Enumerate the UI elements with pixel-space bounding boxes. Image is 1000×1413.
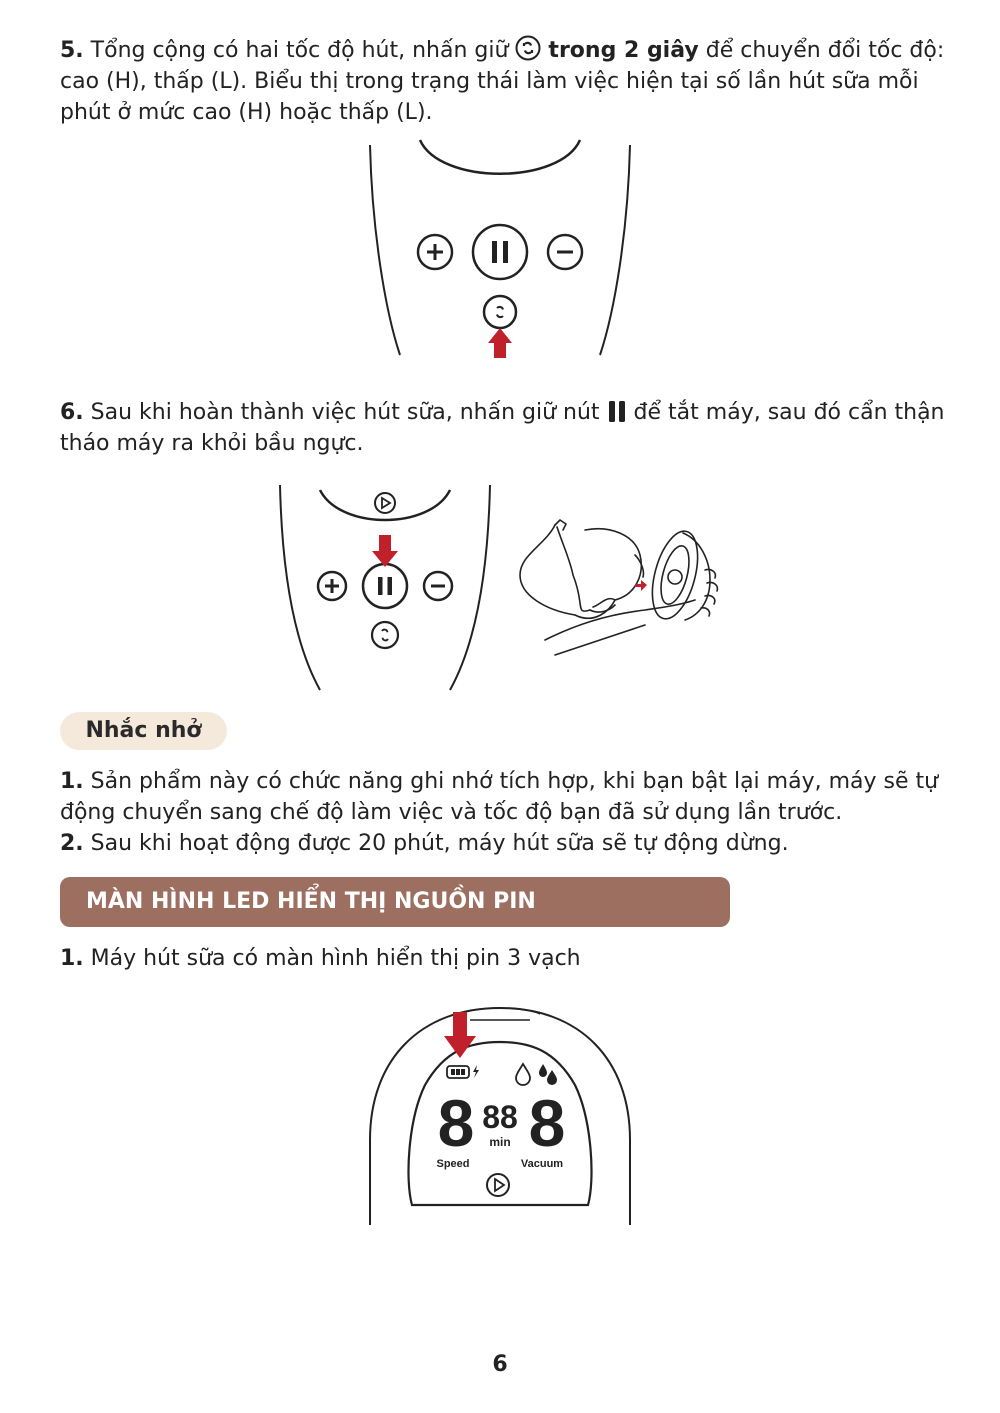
minus-button-icon — [548, 235, 582, 269]
button-panel-diagram-2 — [270, 485, 500, 690]
step-5-number: 5. — [60, 38, 84, 63]
red-arrow-down-icon — [444, 1012, 476, 1058]
reminder-item-2: 2. Sau khi hoạt động được 20 phút, máy hút sữa sẽ tự động dừng. — [60, 831, 789, 856]
step-5-bold: trong 2 giây — [548, 38, 699, 63]
vacuum-label: Vacuum — [520, 1158, 564, 1170]
plus-button-icon — [418, 235, 452, 269]
step-6-number: 6. — [60, 400, 84, 425]
time-digits: 88 — [482, 1099, 518, 1135]
page-number: 6 — [492, 1352, 508, 1377]
pump-removal-illustration — [515, 515, 725, 670]
single-drop-icon — [516, 1064, 530, 1085]
play-button-icon — [487, 1174, 509, 1196]
speed-button-icon — [372, 622, 398, 648]
pause-button-icon — [473, 225, 527, 279]
pause-icon — [607, 399, 627, 423]
step-6-text: 6. Sau khi hoàn thành việc hút sữa, nhấn giữ nút để tắt máy, sau đó cẩn thận tháo máy ra khỏi bầu ngực. — [60, 400, 945, 456]
red-arrow-up-icon — [488, 328, 512, 358]
led-display-diagram — [360, 1000, 640, 1230]
double-drop-icon — [539, 1064, 557, 1085]
speed-cycle-icon — [515, 35, 541, 61]
reminder-item-1: 1. Sản phẩm này có chức năng ghi nhớ tích hợp, khi bạn bật lại máy, máy sẽ tự động chuyển sang chế độ làm việc và tốc độ bạn đã sử dụng lần trước. — [60, 769, 939, 825]
battery-icon — [447, 1065, 479, 1078]
step-5-text: 5. Tổng cộng có hai tốc độ hút, nhấn giữ trong 2 giây để chuyển đổi tốc độ: cao (H), thấp (L). Biểu thị trong trạng thái làm việc hiện tại số lần hút sữa mỗi phút ở mức cao (H) hoặc thấp (L). — [60, 35, 950, 128]
vacuum-digit: 8 — [528, 1086, 566, 1160]
button-panel-diagram-1 — [360, 140, 640, 360]
red-arrow-down-icon — [372, 535, 398, 567]
reminder-label: Nhắc nhở — [60, 712, 227, 750]
speed-digit: 8 — [437, 1086, 475, 1160]
play-button-icon — [375, 493, 395, 513]
section-title-banner: MÀN HÌNH LED HIỂN THỊ NGUỒN PIN — [60, 877, 730, 927]
minus-button-icon — [424, 572, 452, 600]
battery-item-1: 1. Máy hút sữa có màn hình hiển thị pin 3 vạch — [60, 946, 581, 971]
min-label: min — [489, 1135, 511, 1149]
speed-button-icon — [484, 296, 516, 328]
plus-button-icon — [318, 572, 346, 600]
pause-button-icon — [363, 564, 407, 608]
speed-label: Speed — [436, 1158, 470, 1170]
